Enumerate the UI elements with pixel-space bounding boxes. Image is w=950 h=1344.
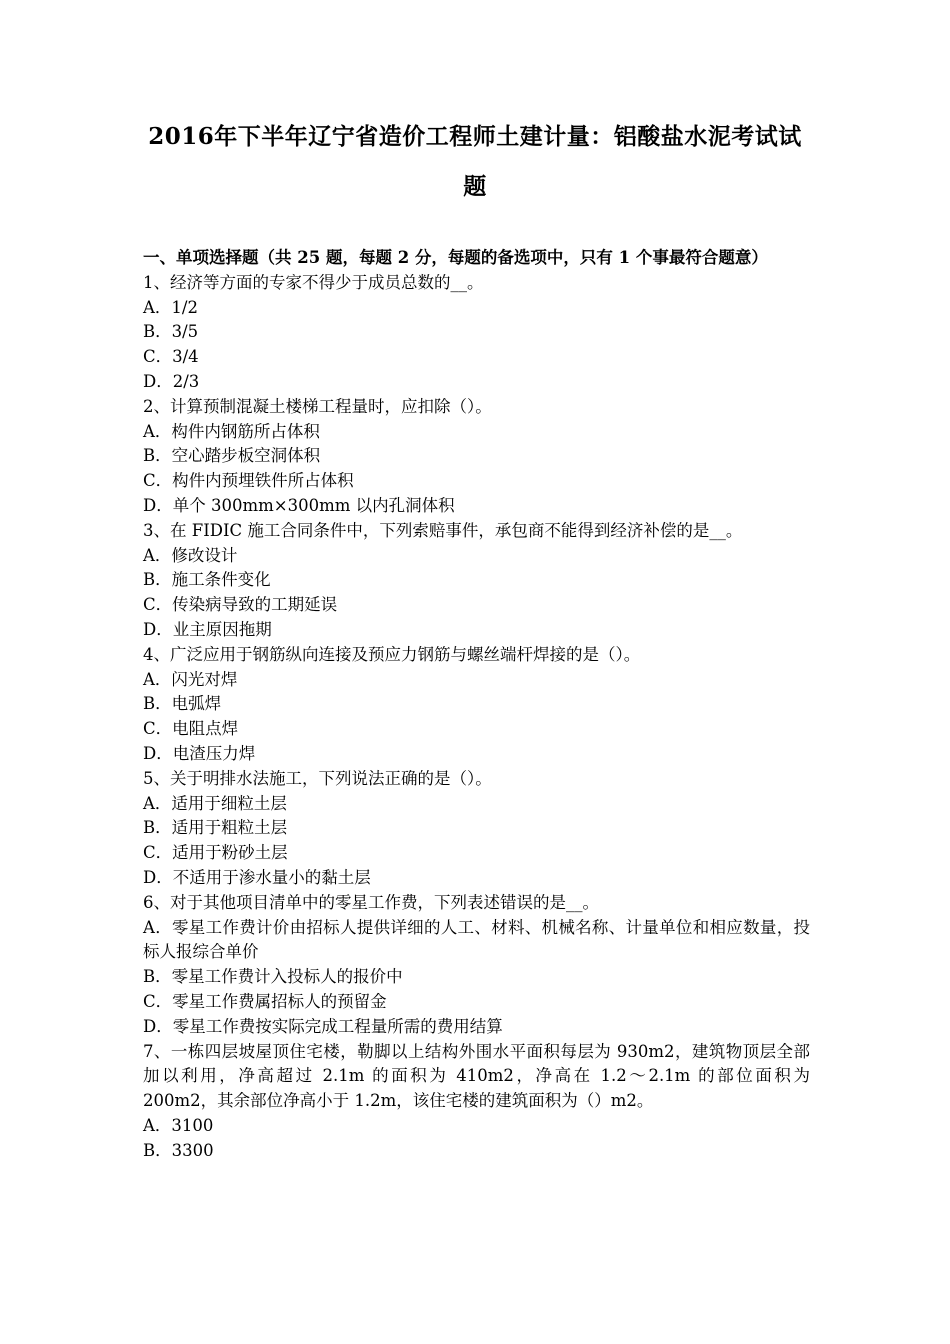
option-a: A．零星工作费计价由招标人提供详细的人工、材料、机械名称、计量单位和相应数量，投标人报综合单价 — [143, 917, 810, 962]
option-d: D．不适用于渗水量小的黏土层 — [143, 867, 371, 887]
option-c: C．电阻点焊 — [143, 719, 239, 739]
option-a: A．3100 — [143, 1115, 214, 1135]
option-c: C．传染病导致的工期延误 — [143, 595, 338, 615]
document-title: 2016年下半年辽宁省造价工程师土建计量：铝酸盐水泥考试试题 — [148, 123, 802, 200]
option-b: B．空心踏步板空洞体积 — [143, 446, 321, 466]
question-6 — [143, 891, 810, 1040]
question-5 — [143, 767, 810, 891]
option-c: C．适用于粉砂土层 — [143, 843, 288, 863]
question-2 — [143, 395, 810, 519]
question-stem: 3、在 FIDIC 施工合同条件中，下列索赔事件，承包商不能得到经济补偿的是__。 — [143, 520, 743, 540]
option-c: C．3/4 — [143, 347, 199, 367]
document-body — [143, 246, 810, 1163]
option-a: A．修改设计 — [143, 545, 238, 565]
option-a: A．闪光对焊 — [143, 669, 238, 689]
question-7 — [143, 1040, 810, 1164]
option-d: D．单个 300mm×300mm 以内孔洞体积 — [143, 495, 455, 515]
option-a: A．1/2 — [143, 297, 198, 317]
question-stem: 2、计算预制混凝土楼梯工程量时，应扣除（）。 — [143, 396, 492, 416]
option-c: C．构件内预埋铁件所占体积 — [143, 471, 354, 491]
option-b: B．适用于粗粒土层 — [143, 818, 288, 838]
option-b: B．施工条件变化 — [143, 570, 271, 590]
option-b: B．3300 — [143, 1140, 214, 1160]
question-1 — [143, 271, 810, 395]
option-d: D．零星工作费按实际完成工程量所需的费用结算 — [143, 1016, 503, 1036]
question-stem: 7、一栋四层坡屋顶住宅楼，勒脚以上结构外围水平面积每层为 930m2，建筑物顶层全部加以利用，净高超过 2.1m 的面积为 410m2，净高在 1.2～2.1m 的部位面积为 200m2，其余部位净高小于 1.2m，该住宅楼的建筑面积为（）m2。 — [143, 1041, 810, 1111]
question-stem: 4、广泛应用于钢筋纵向连接及预应力钢筋与螺丝端杆焊接的是（）。 — [143, 644, 641, 664]
option-b: B．零星工作费计入投标人的报价中 — [143, 967, 403, 987]
option-c: C．零星工作费属招标人的预留金 — [143, 991, 387, 1011]
option-a: A．适用于细粒土层 — [143, 793, 287, 813]
section-heading: 一、单项选择题（共 25 题，每题 2 分，每题的备选项中，只有 1 个事最符合题意） — [143, 248, 768, 267]
option-b: B．电弧焊 — [143, 694, 222, 714]
option-a: A．构件内钢筋所占体积 — [143, 421, 320, 441]
question-3 — [143, 519, 810, 643]
question-stem: 5、关于明排水法施工，下列说法正确的是（）。 — [143, 768, 492, 788]
option-d: D．电渣压力焊 — [143, 743, 256, 763]
question-4 — [143, 643, 810, 767]
question-stem: 1、经济等方面的专家不得少于成员总数的__。 — [143, 272, 484, 292]
option-d: D．业主原因拖期 — [143, 619, 272, 639]
option-d: D．2/3 — [143, 371, 200, 391]
option-b: B．3/5 — [143, 322, 199, 342]
question-stem: 6、对于其他项目清单中的零星工作费，下列表述错误的是__。 — [143, 892, 599, 912]
